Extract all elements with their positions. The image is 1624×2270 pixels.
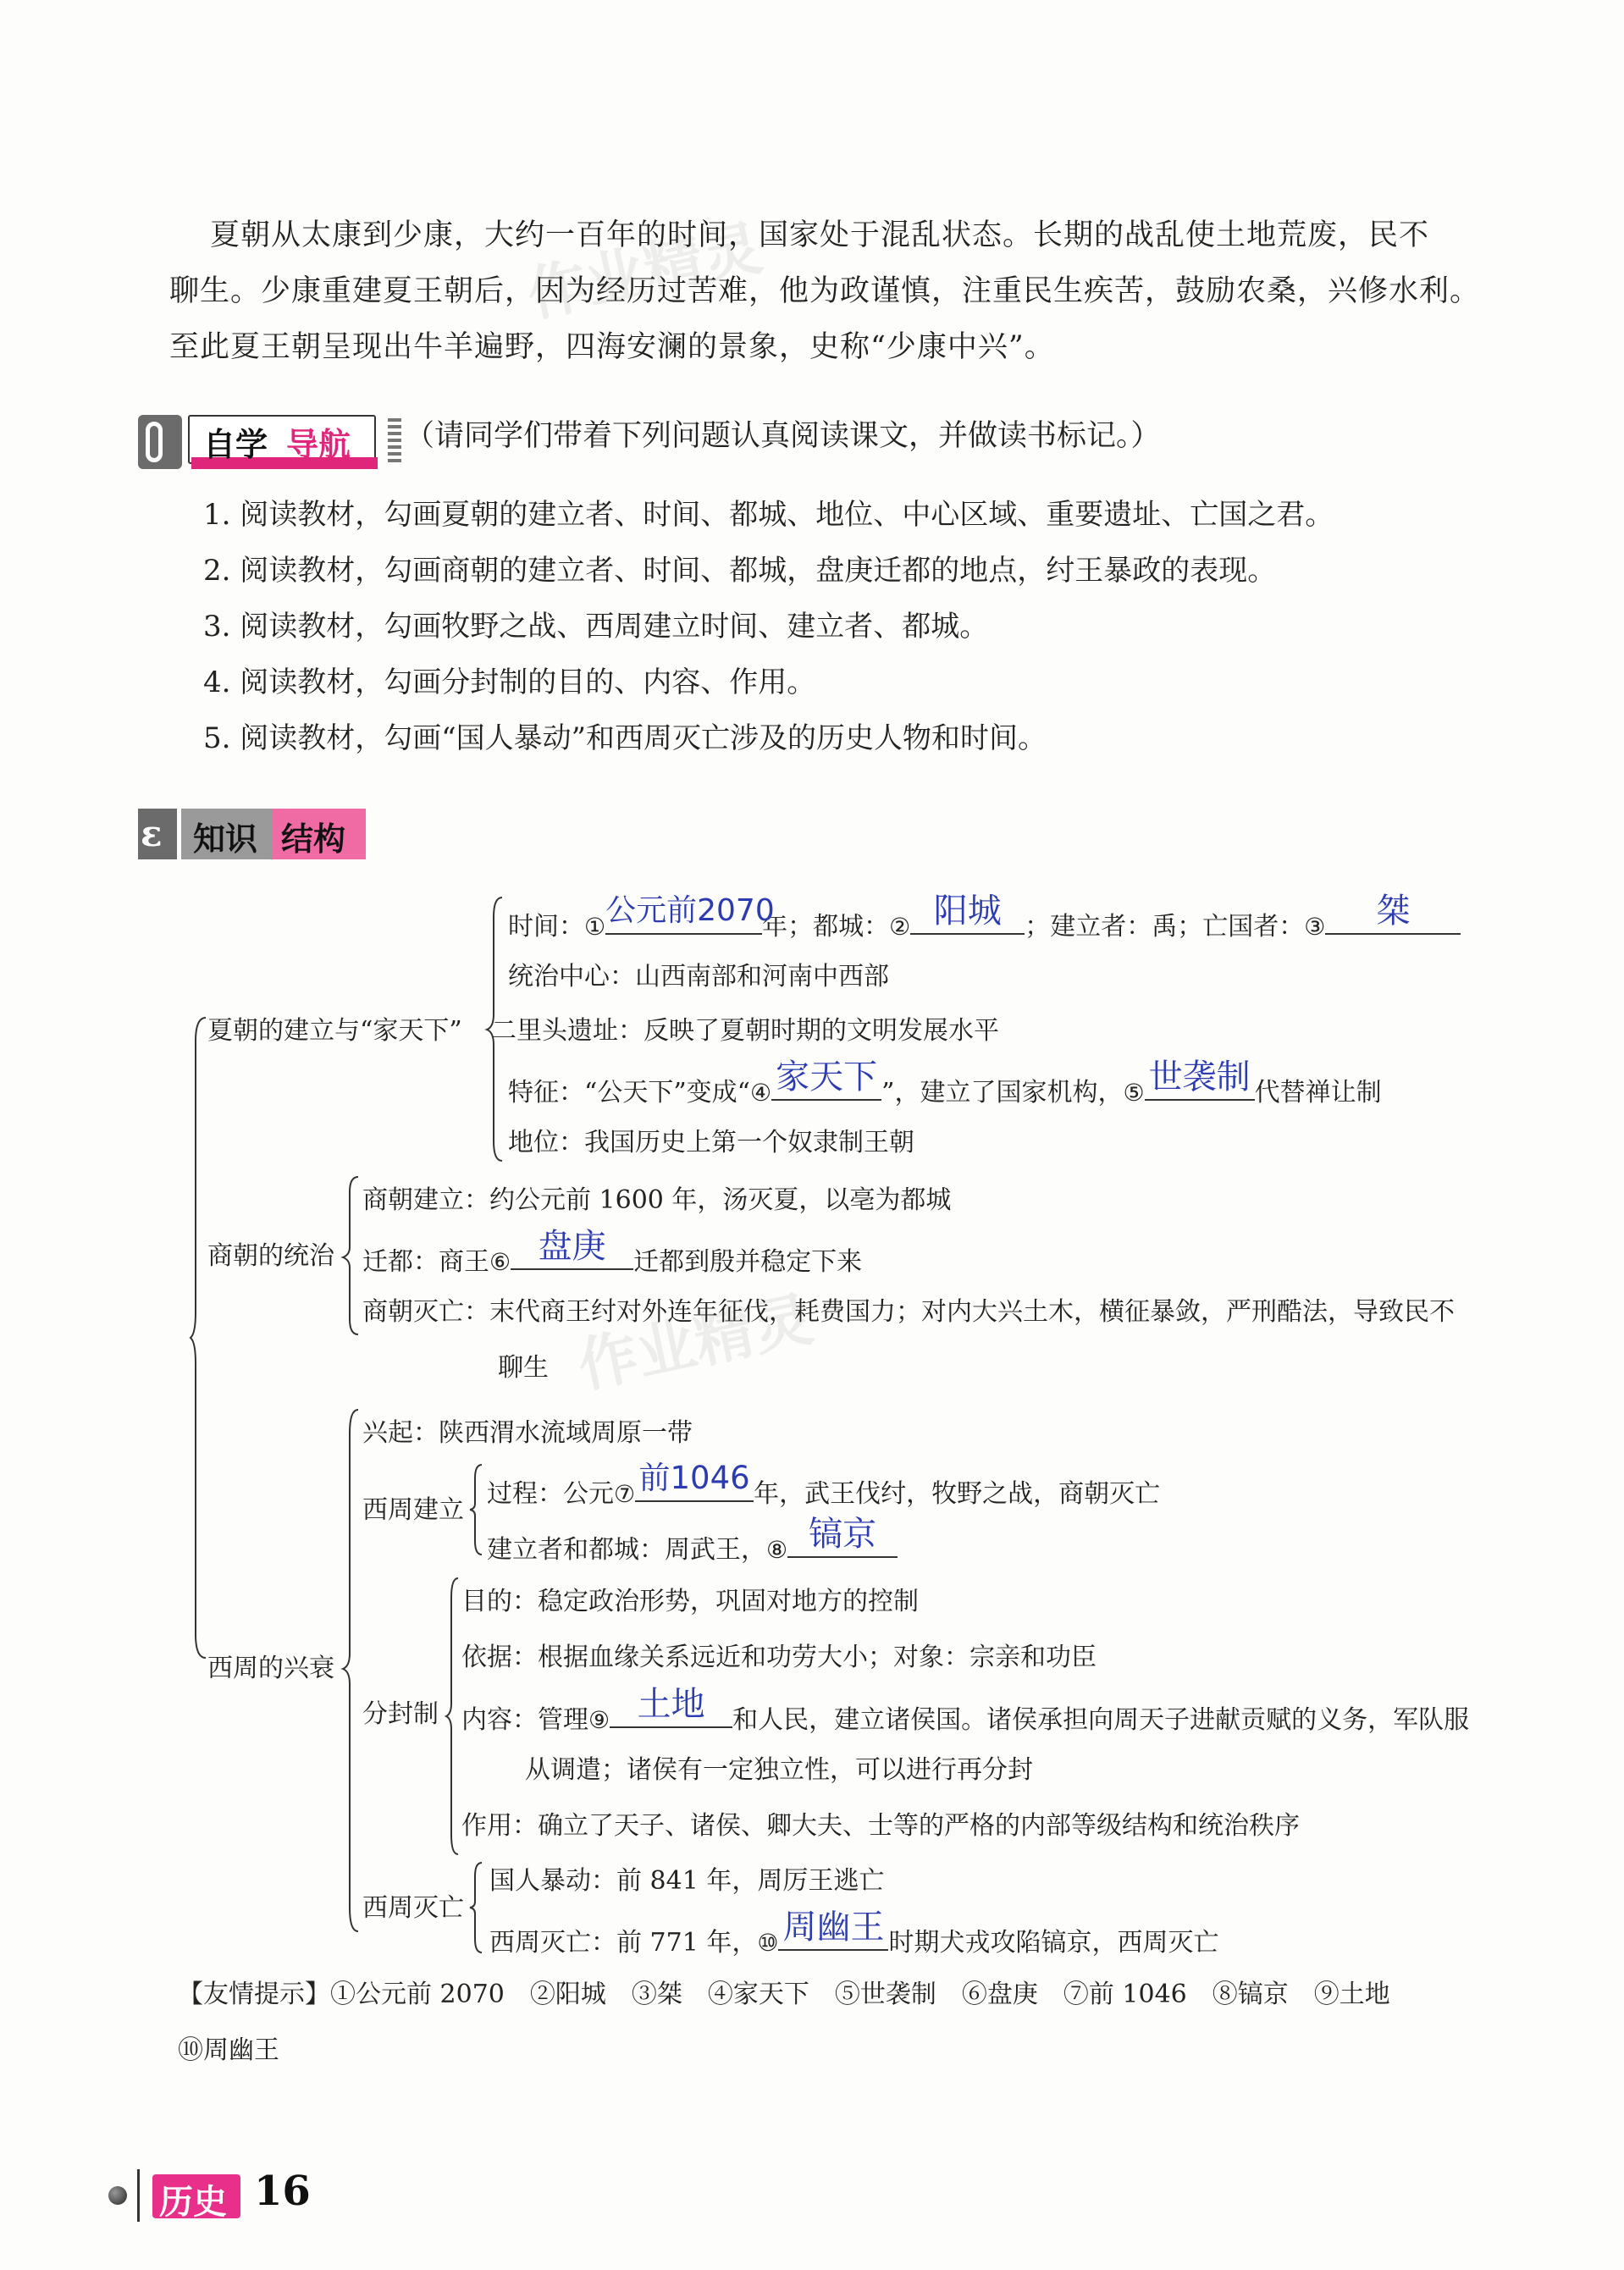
xia-label: 夏朝的建立与“家天下” bbox=[207, 1016, 462, 1046]
found-brace bbox=[470, 1463, 483, 1556]
answer-blank-8 bbox=[787, 1515, 898, 1558]
feudal-goal: 目的：稳定政治形势，巩固对地方的控制 bbox=[461, 1587, 919, 1616]
shang-label: 商朝的统治 bbox=[207, 1241, 334, 1271]
blank-number: ⑩ bbox=[757, 1929, 779, 1957]
answer-text: 前1046 bbox=[638, 1460, 750, 1496]
zhou-fall-label: 西周灭亡 bbox=[362, 1893, 464, 1923]
feudal-content-line: 内容：管理⑨ 土地 和人民，建立诸侯国。诸侯承担向周天子进献贡赋的义务，军队服 bbox=[461, 1685, 1470, 1735]
blank-number: ④ bbox=[750, 1079, 772, 1107]
xia-feature-line: 特征：“公天下”变成“④ 家天下 ”，建立了国家机构，⑤ 世袭制 代替禅让制 bbox=[508, 1058, 1382, 1107]
shang-fall-cont: 聊生 bbox=[498, 1353, 549, 1383]
guide-title-a: 自学 bbox=[203, 426, 268, 463]
guide-header-icon bbox=[146, 422, 163, 462]
answer-blank-10 bbox=[778, 1908, 888, 1951]
answer-text: 世袭制 bbox=[1148, 1058, 1251, 1096]
blank-number: ③ bbox=[1304, 913, 1326, 941]
shang-move-line: 迁都：商王⑥ 盘庚 迁都到殷并稳定下来 bbox=[362, 1227, 863, 1277]
tips-line: 【友情提示】①公元前 2070 ②阳城 ③桀 ④家天下 ⑤世袭制 ⑥盘庚 ⑦前 1046 ⑧镐京 ⑨土地 bbox=[178, 1980, 1390, 2009]
footer-dot bbox=[108, 2186, 127, 2205]
feudal-effect: 作用：确立了天子、诸侯、卿大夫、士等的严格的内部等级结构和统治秩序 bbox=[461, 1811, 1300, 1841]
guide-item: 1. 阅读教材，勾画夏朝的建立者、时间、都城、地位、中心区域、重要遗址、亡国之君。 bbox=[203, 498, 1334, 532]
blank-number: ⑥ bbox=[489, 1248, 511, 1276]
page-number: 16 bbox=[254, 2168, 311, 2215]
answer-text: 公元前2070 bbox=[605, 893, 775, 928]
answer-blank-4 bbox=[771, 1058, 881, 1101]
tips-line: ⑩周幽王 bbox=[178, 2035, 279, 2065]
footer-divider bbox=[137, 2169, 140, 2222]
zhou-rise: 兴起：陕西渭水流域周原一带 bbox=[362, 1418, 693, 1448]
guide-item: 4. 阅读教材，勾画分封制的目的、内容、作用。 bbox=[203, 666, 816, 699]
blank-number: ② bbox=[889, 913, 911, 941]
feudal-brace bbox=[446, 1577, 460, 1856]
blank-number: ⑨ bbox=[588, 1706, 610, 1734]
answer-blank-7 bbox=[635, 1460, 754, 1502]
zhou-process-line: 过程：公元⑦ 前1046 年，武王伐纣，牧野之战，商朝灭亡 bbox=[487, 1460, 1161, 1509]
answer-text: 镐京 bbox=[809, 1515, 877, 1554]
guide-title-b: 导航 bbox=[286, 426, 351, 463]
answer-blank-3 bbox=[1325, 892, 1461, 935]
answer-blank-1 bbox=[605, 893, 775, 935]
zhou-riot: 国人暴动：前 841 年，周厉王逃亡 bbox=[489, 1866, 885, 1896]
fall-brace bbox=[470, 1861, 483, 1954]
answer-text: 桀 bbox=[1376, 892, 1411, 931]
guide-item: 5. 阅读教材，勾画“国人暴动”和西周灭亡涉及的历史人物和时间。 bbox=[203, 721, 1047, 755]
blank-number: ① bbox=[584, 913, 606, 941]
answer-blank-6 bbox=[511, 1227, 633, 1270]
guide-item: 3. 阅读教材，勾画牧野之战、西周建立时间、建立者、都城。 bbox=[203, 610, 989, 643]
feudal-label: 分封制 bbox=[362, 1699, 439, 1729]
shang-brace bbox=[343, 1175, 360, 1336]
answer-blank-5 bbox=[1145, 1058, 1255, 1101]
answer-text: 阳城 bbox=[933, 892, 1002, 931]
watermark: 作业精灵 bbox=[572, 1284, 819, 1402]
structure-title-b: 结构 bbox=[281, 820, 346, 858]
watermark: 作业精灵 bbox=[521, 213, 768, 331]
intro-line: 夏朝从太康到少康，大约一百年的时间，国家处于混乱状态。长期的战乱使土地荒废，民不 bbox=[210, 218, 1430, 252]
answer-text: 土地 bbox=[637, 1685, 705, 1724]
blank-number: ⑧ bbox=[766, 1536, 788, 1564]
answer-text: 家天下 bbox=[776, 1058, 878, 1096]
answer-text: 盘庚 bbox=[538, 1227, 606, 1266]
shang-fall: 商朝灭亡：末代商王纣对外连年征伐，耗费国力；对内大兴土木，横征暴敛，严刑酷法，导致民不 bbox=[362, 1297, 1455, 1327]
shang-found: 商朝建立：约公元前 1600 年，汤灭夏，以亳为都城 bbox=[362, 1185, 952, 1215]
answer-blank-2 bbox=[910, 892, 1025, 935]
zhou-found-label: 西周建立 bbox=[362, 1495, 464, 1525]
answer-text: 周幽王 bbox=[782, 1908, 885, 1947]
zhou-label: 西周的兴衰 bbox=[207, 1654, 334, 1683]
zhou-brace bbox=[343, 1408, 360, 1933]
xia-erlitou: 二里头遗址：反映了夏朝时期的文明发展水平 bbox=[491, 1016, 999, 1046]
guide-item: 2. 阅读教材，勾画商朝的建立者、时间、都城，盘庚迁都的地点，纣王暴政的表现。 bbox=[203, 554, 1277, 588]
answer-blank-9 bbox=[610, 1685, 732, 1728]
guide-header-dots bbox=[388, 418, 401, 464]
blank-number: ⑦ bbox=[614, 1480, 636, 1508]
xia-status: 地位：我国历史上第一个奴隶制王朝 bbox=[508, 1128, 914, 1157]
feudal-basis: 依据：根据血缘关系远近和功劳大小；对象：宗亲和功臣 bbox=[461, 1643, 1096, 1672]
blank-number: ⑤ bbox=[1123, 1079, 1145, 1107]
xia-center: 统治中心：山西南部和河南中西部 bbox=[508, 962, 889, 991]
intro-line: 聊生。少康重建夏王朝后，因为经历过苦难，他为政谨慎，注重民生疾苦，鼓励农桑，兴修水利。 bbox=[169, 274, 1481, 308]
structure-header-icon: ε bbox=[141, 813, 163, 854]
feudal-content-cont: 从调遣；诸侯有一定独立性，可以进行再分封 bbox=[525, 1755, 1033, 1785]
intro-line: 至此夏王朝呈现出牛羊遍野，四海安澜的景象，史称“少康中兴”。 bbox=[169, 330, 1055, 364]
xia-time-line: 时间：① 公元前2070 年；都城：② 阳城 ；建立者：禹；亡国者：③ 桀 bbox=[508, 904, 1461, 944]
zhou-capital-line: 建立者和都城：周武王，⑧ 镐京 bbox=[487, 1527, 898, 1567]
main-brace bbox=[191, 1016, 207, 1660]
footer-subject: 历史 bbox=[159, 2183, 227, 2222]
structure-title-a: 知识 bbox=[193, 820, 258, 858]
guide-note: （请同学们带着下列问题认真阅读课文，并做读书标记。） bbox=[405, 419, 1161, 453]
zhou-fall-line: 西周灭亡：前 771 年，⑩ 周幽王 时期犬戎攻陷镐京，西周灭亡 bbox=[489, 1908, 1219, 1958]
